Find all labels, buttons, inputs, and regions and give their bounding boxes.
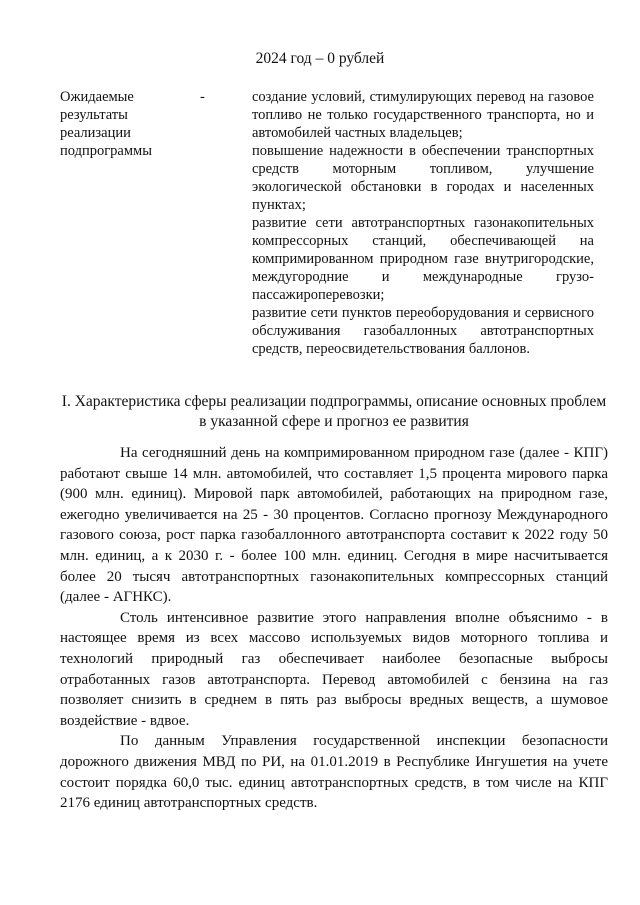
result-item: создание условий, стимулирующих перевод на газовое топливо не только государственного транспорта, но и автомобилей частных владельцев;: [252, 89, 594, 141]
expected-results-list: [252, 88, 594, 358]
expected-results-dash: -: [200, 89, 205, 105]
body-paragraph: На сегодняшний день на компримированном природном газе (далее - КПГ) работают свыше 14 млн. автомобилей, что составляет 1,5 процента мирового парка (900 млн. единиц). Мировой парк автомобилей, работающих на природном газе, ежегодно увеличивается на 25 - 30 процентов. Согласно прогнозу Международного газового союза, рост парка газобаллонного автотранспорта составит к 2022 году 50 млн. единиц, а к 2030 г. - более 100 млн. единиц. Сегодня в мире насчитывается более 20 тысяч автотранспортных газонакопительных компрессорных станций (далее - АГНКС).: [60, 445, 608, 606]
section-body: [60, 443, 608, 814]
result-item: развитие сети пунктов переоборудования и сервисного обслуживания газобаллонных автотранспортных средств, переосвидетельствования баллонов.: [252, 305, 594, 357]
budget-line: 2024 год – 0 рублей: [255, 50, 385, 67]
expected-results-label: Ожидаемые результаты реализации подпрограммы: [60, 89, 152, 159]
result-item: повышение надежности в обеспечении транспортных средств моторным топливом, улучшение экологической обстановки в городах и населенных пунктах;: [252, 143, 594, 213]
result-item: развитие сети автотранспортных газонакопительных компрессорных станций, обеспечивающей на компримированном природном газе внутригородские, междугородние и международные грузо-пассажироперевозки;: [252, 215, 594, 303]
section-heading: I. Характеристика сферы реализации подпрограммы, описание основных проблем в указанной сфере и прогноз ее развития: [61, 393, 607, 430]
body-paragraph: Столь интенсивное развитие этого направления вполне объяснимо - в настоящее время из всех массово используемых видов моторного топлива и технологий природный газ обеспечивает наиболее безопасные выбросы отработанных газов автотранспорта. Перевод автомобилей с бензина на газ позволяет снизить в среднем в пять раз выбросы вредных веществ, а шумовое воздействие - вдвое.: [60, 609, 608, 729]
body-paragraph: По данным Управления государственной инспекции безопасности дорожного движения МВД по РИ, на 01.01.2019 в Республике Ингушетия на учете состоит порядка 60,0 тыс. единиц автотранспортных средств, в том числе на КПГ 2176 единиц автотранспортных средств.: [60, 733, 608, 812]
